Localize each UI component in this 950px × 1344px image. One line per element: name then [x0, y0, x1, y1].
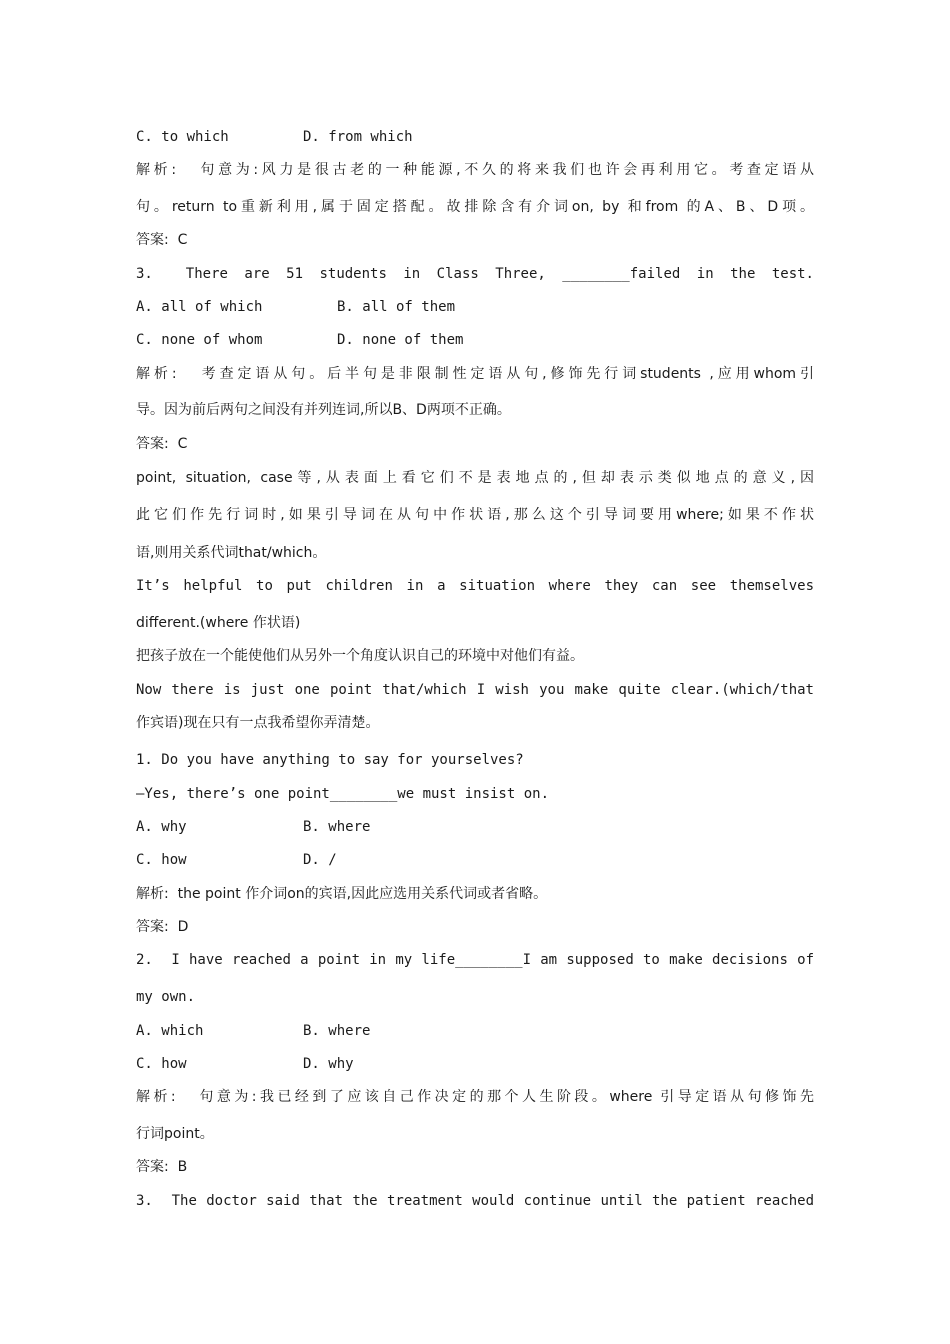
answer-line: 答案: C [136, 436, 188, 452]
option-c: C. none of whom [136, 332, 263, 348]
question-2: 2. I have reached a point in my life________I am supposed to make decisions of [136, 952, 814, 968]
example-sentence: It’s helpful to put children in a situation where they can see themselves [136, 578, 814, 594]
explanation-line: 句。return to重新利用,属于固定搭配。故排除含有介词on, by 和from 的A、B、D项。 [136, 199, 814, 215]
option-a: A. which [136, 1023, 204, 1039]
question-2: my own. [136, 989, 196, 1005]
option-d: D. from which [303, 129, 413, 145]
option-d: D. none of them [337, 332, 464, 348]
question-1: 1. Do you have anything to say for yourselves? [136, 752, 524, 768]
explanation-line: 解析: 考查定语从句。后半句是非限制性定语从句,修饰先行词students ,应用whom引 [136, 366, 814, 382]
option-b: B. where [303, 819, 371, 835]
option-a: A. why [136, 819, 187, 835]
example-sentence: different.(where 作状语) [136, 615, 301, 631]
option-d: D. why [303, 1056, 354, 1072]
option-a: A. all of which [136, 299, 263, 315]
question-1-response: —Yes, there’s one point________we must insist on. [136, 786, 550, 802]
explanation-line: 导。因为前后两句之间没有并列连词,所以B、D两项不正确。 [136, 402, 511, 418]
explanation-line: 解析: the point 作介词on的宾语,因此应选用关系代词或者省略。 [136, 886, 548, 902]
grammar-note-line: 此它们作先行词时,如果引导词在从句中作状语,那么这个引导词要用where;如果不作状 [136, 507, 814, 523]
answer-line: 答案: C [136, 232, 188, 248]
explanation-line: 解析: 句意为:我已经到了应该自己作决定的那个人生阶段。where 引导定语从句修饰先 [136, 1089, 814, 1105]
option-b: B. all of them [337, 299, 456, 315]
example-translation: 作宾语)现在只有一点我希望你弄清楚。 [136, 715, 380, 731]
option-b: B. where [303, 1023, 371, 1039]
option-c: C. how [136, 852, 187, 868]
option-c: C. how [136, 1056, 187, 1072]
example-sentence: Now there is just one point that/which I wish you make quite clear.(which/that [136, 682, 814, 698]
example-translation: 把孩子放在一个能使他们从另外一个角度认识自己的环境中对他们有益。 [136, 648, 584, 664]
grammar-note-line: point, situation, case等,从表面上看它们不是表地点的,但却表示类似地点的意义,因 [136, 470, 814, 486]
explanation-line: 解析: 句意为:风力是很古老的一种能源,不久的将来我们也许会再利用它。考查定语从 [136, 162, 814, 178]
grammar-note-line: 语,则用关系代词that/which。 [136, 545, 327, 561]
explanation-line: 行词point。 [136, 1126, 214, 1142]
question-3: 3. The doctor said that the treatment would continue until the patient reached [136, 1193, 814, 1209]
option-d: D. / [303, 852, 337, 868]
answer-line: 答案: D [136, 919, 189, 935]
answer-line: 答案: B [136, 1159, 188, 1175]
question-3: 3. There are 51 students in Class Three, ________failed in the test. [136, 266, 814, 282]
option-c: C. to which [136, 129, 229, 145]
